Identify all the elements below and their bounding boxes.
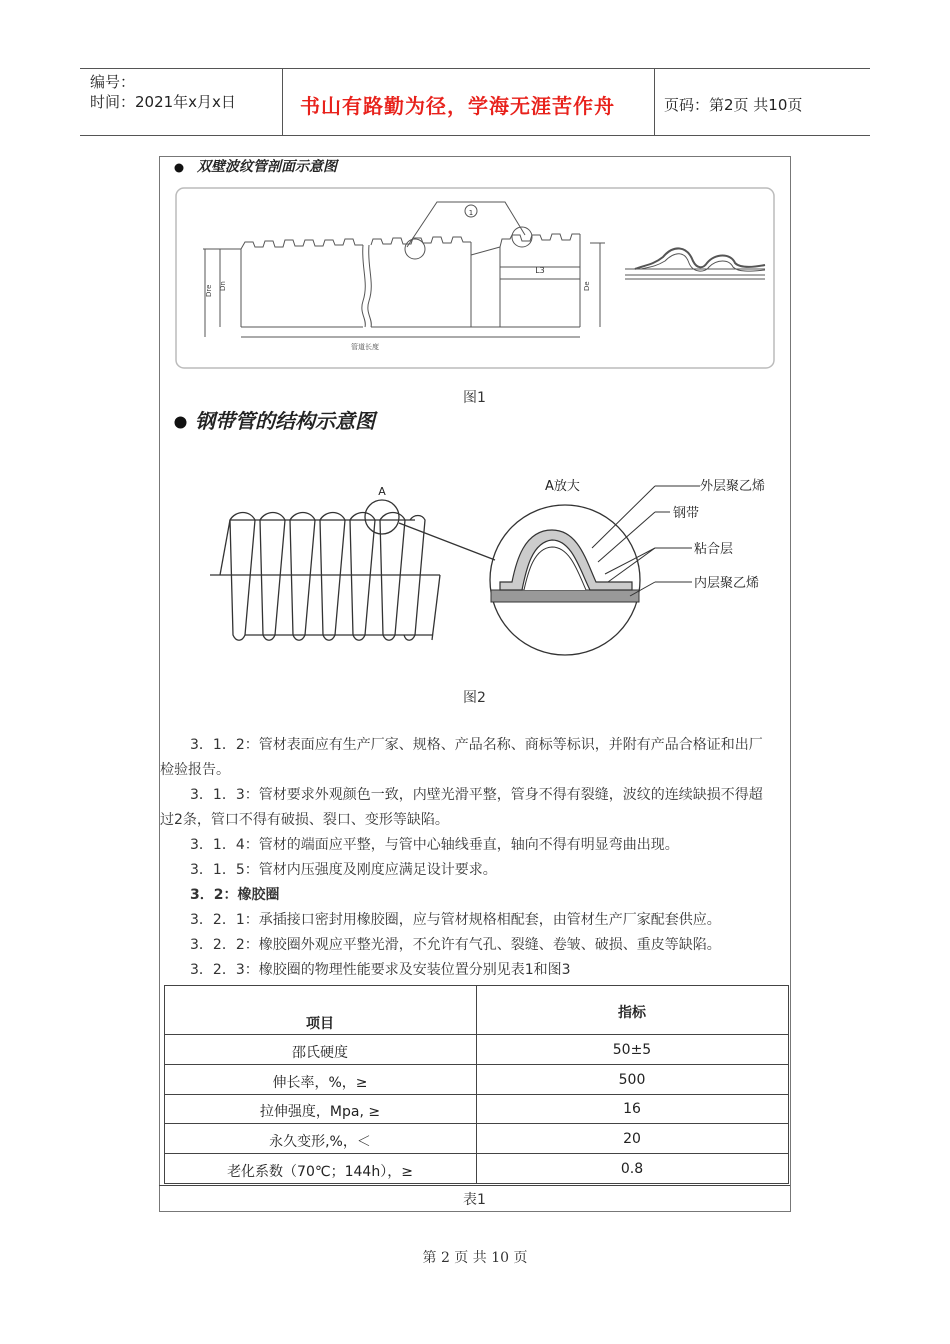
figure2-label-steel-strip: 钢带: [673, 506, 700, 521]
table-cell-item: 伸长率，%，≥: [272, 1075, 368, 1091]
table-cell-value: 50±5: [612, 1042, 652, 1058]
paragraph-3-1-5: 3．1．5：管材内压强度及刚度应满足设计要求。: [190, 862, 497, 878]
table-cell-value: 16: [623, 1101, 641, 1117]
figure2-label-outer-pe: 外层聚乙烯: [700, 479, 766, 494]
table-cell-item: 老化系数（70℃；144h），≥: [227, 1164, 413, 1180]
paragraph-3-2-1: 3．2．1：承插接口密封用橡胶圈，应与管材规格相配套，由管材生产厂家配套供应。: [190, 912, 721, 928]
bullet-icon: [174, 158, 184, 168]
bullet-icon: [174, 414, 187, 427]
header-top-rule: [80, 68, 870, 69]
header-bottom-rule: [80, 135, 870, 136]
figure2-diagram: [200, 470, 790, 670]
paragraph-3-1-3-line1: 3．1．3：管材要求外观颜色一致，内壁光滑平整，管身不得有裂缝，波纹的连续缺损不得超: [190, 787, 763, 803]
table-cell-value: 20: [623, 1131, 641, 1147]
paragraph-3-1-4: 3．1．4：管材的端面应平整，与管中心轴线垂直，轴向不得有明显弯曲出现。: [190, 837, 679, 853]
header-divider: [654, 68, 655, 136]
table-header-item: 项目: [306, 1016, 334, 1032]
table-cell-item: 永久变形,%，＜: [269, 1134, 371, 1150]
paragraph-3-1-2-line2: 检验报告。: [160, 762, 230, 778]
table-caption: 表1: [463, 1192, 486, 1208]
paragraph-3-1-2-line1: 3．1．2：管材表面应有生产厂家、规格、产品名称、商标等标识，并附有产品合格证和出厂: [190, 737, 763, 753]
figure2-caption: 图2: [463, 690, 486, 706]
paragraph-3-2-3: 3．2．3：橡胶圈的物理性能要求及安装位置分别见表1和图3: [190, 962, 571, 978]
header-motto: 书山有路勤为径，学海无涯苦作舟: [300, 94, 615, 118]
figure1-dim-dre: Dre: [205, 284, 213, 297]
table-cell-item: 邵氏硬度: [292, 1045, 348, 1061]
figure2-zoom-title: A放大: [545, 479, 580, 494]
figure2-label-inner-pe: 内层聚乙烯: [694, 576, 760, 591]
section-heading-3-2: 3．2：橡胶圈: [190, 887, 280, 903]
figure1-dim-de: De: [583, 281, 591, 291]
figure2-point-a: A: [378, 485, 386, 498]
doc-time-label: 时间：2021年x月x日: [90, 93, 236, 111]
table-cell-value: 0.8: [620, 1161, 644, 1177]
figure1-socket-length: L3: [535, 266, 545, 275]
paragraph-3-2-2: 3．2．2：橡胶圈外观应平整光滑，不允许有气孔、裂缝、卷皱、破损、重皮等缺陷。: [190, 937, 721, 953]
paragraph-3-1-3-line2: 过2条，管口不得有破损、裂口、变形等缺陷。: [160, 812, 449, 828]
table-cell-value: 500: [618, 1072, 646, 1088]
page-code: 页码：第2页 共10页: [664, 96, 803, 114]
doc-number-label: 编号：: [90, 73, 136, 91]
page-footer: 第 2 页 共 10 页: [422, 1250, 528, 1266]
figure1-caption: 图1: [463, 390, 486, 406]
figure1-title: 双壁波纹管剖面示意图: [197, 159, 337, 175]
figure1-diagram: [175, 187, 775, 370]
figure2-label-adhesive: 粘合层: [694, 542, 734, 557]
figure1-marker: 1: [468, 209, 474, 217]
table-caption-rule: [159, 1185, 790, 1186]
table-cell-item: 拉伸强度，Mpa, ≥: [259, 1104, 381, 1120]
header-divider: [282, 68, 283, 136]
figure2-title: 钢带管的结构示意图: [195, 409, 375, 433]
figure1-pipe-length: 管道长度: [351, 343, 379, 351]
table-header-value: 指标: [618, 1005, 646, 1021]
figure1-dim-dn: Dn: [219, 281, 227, 291]
